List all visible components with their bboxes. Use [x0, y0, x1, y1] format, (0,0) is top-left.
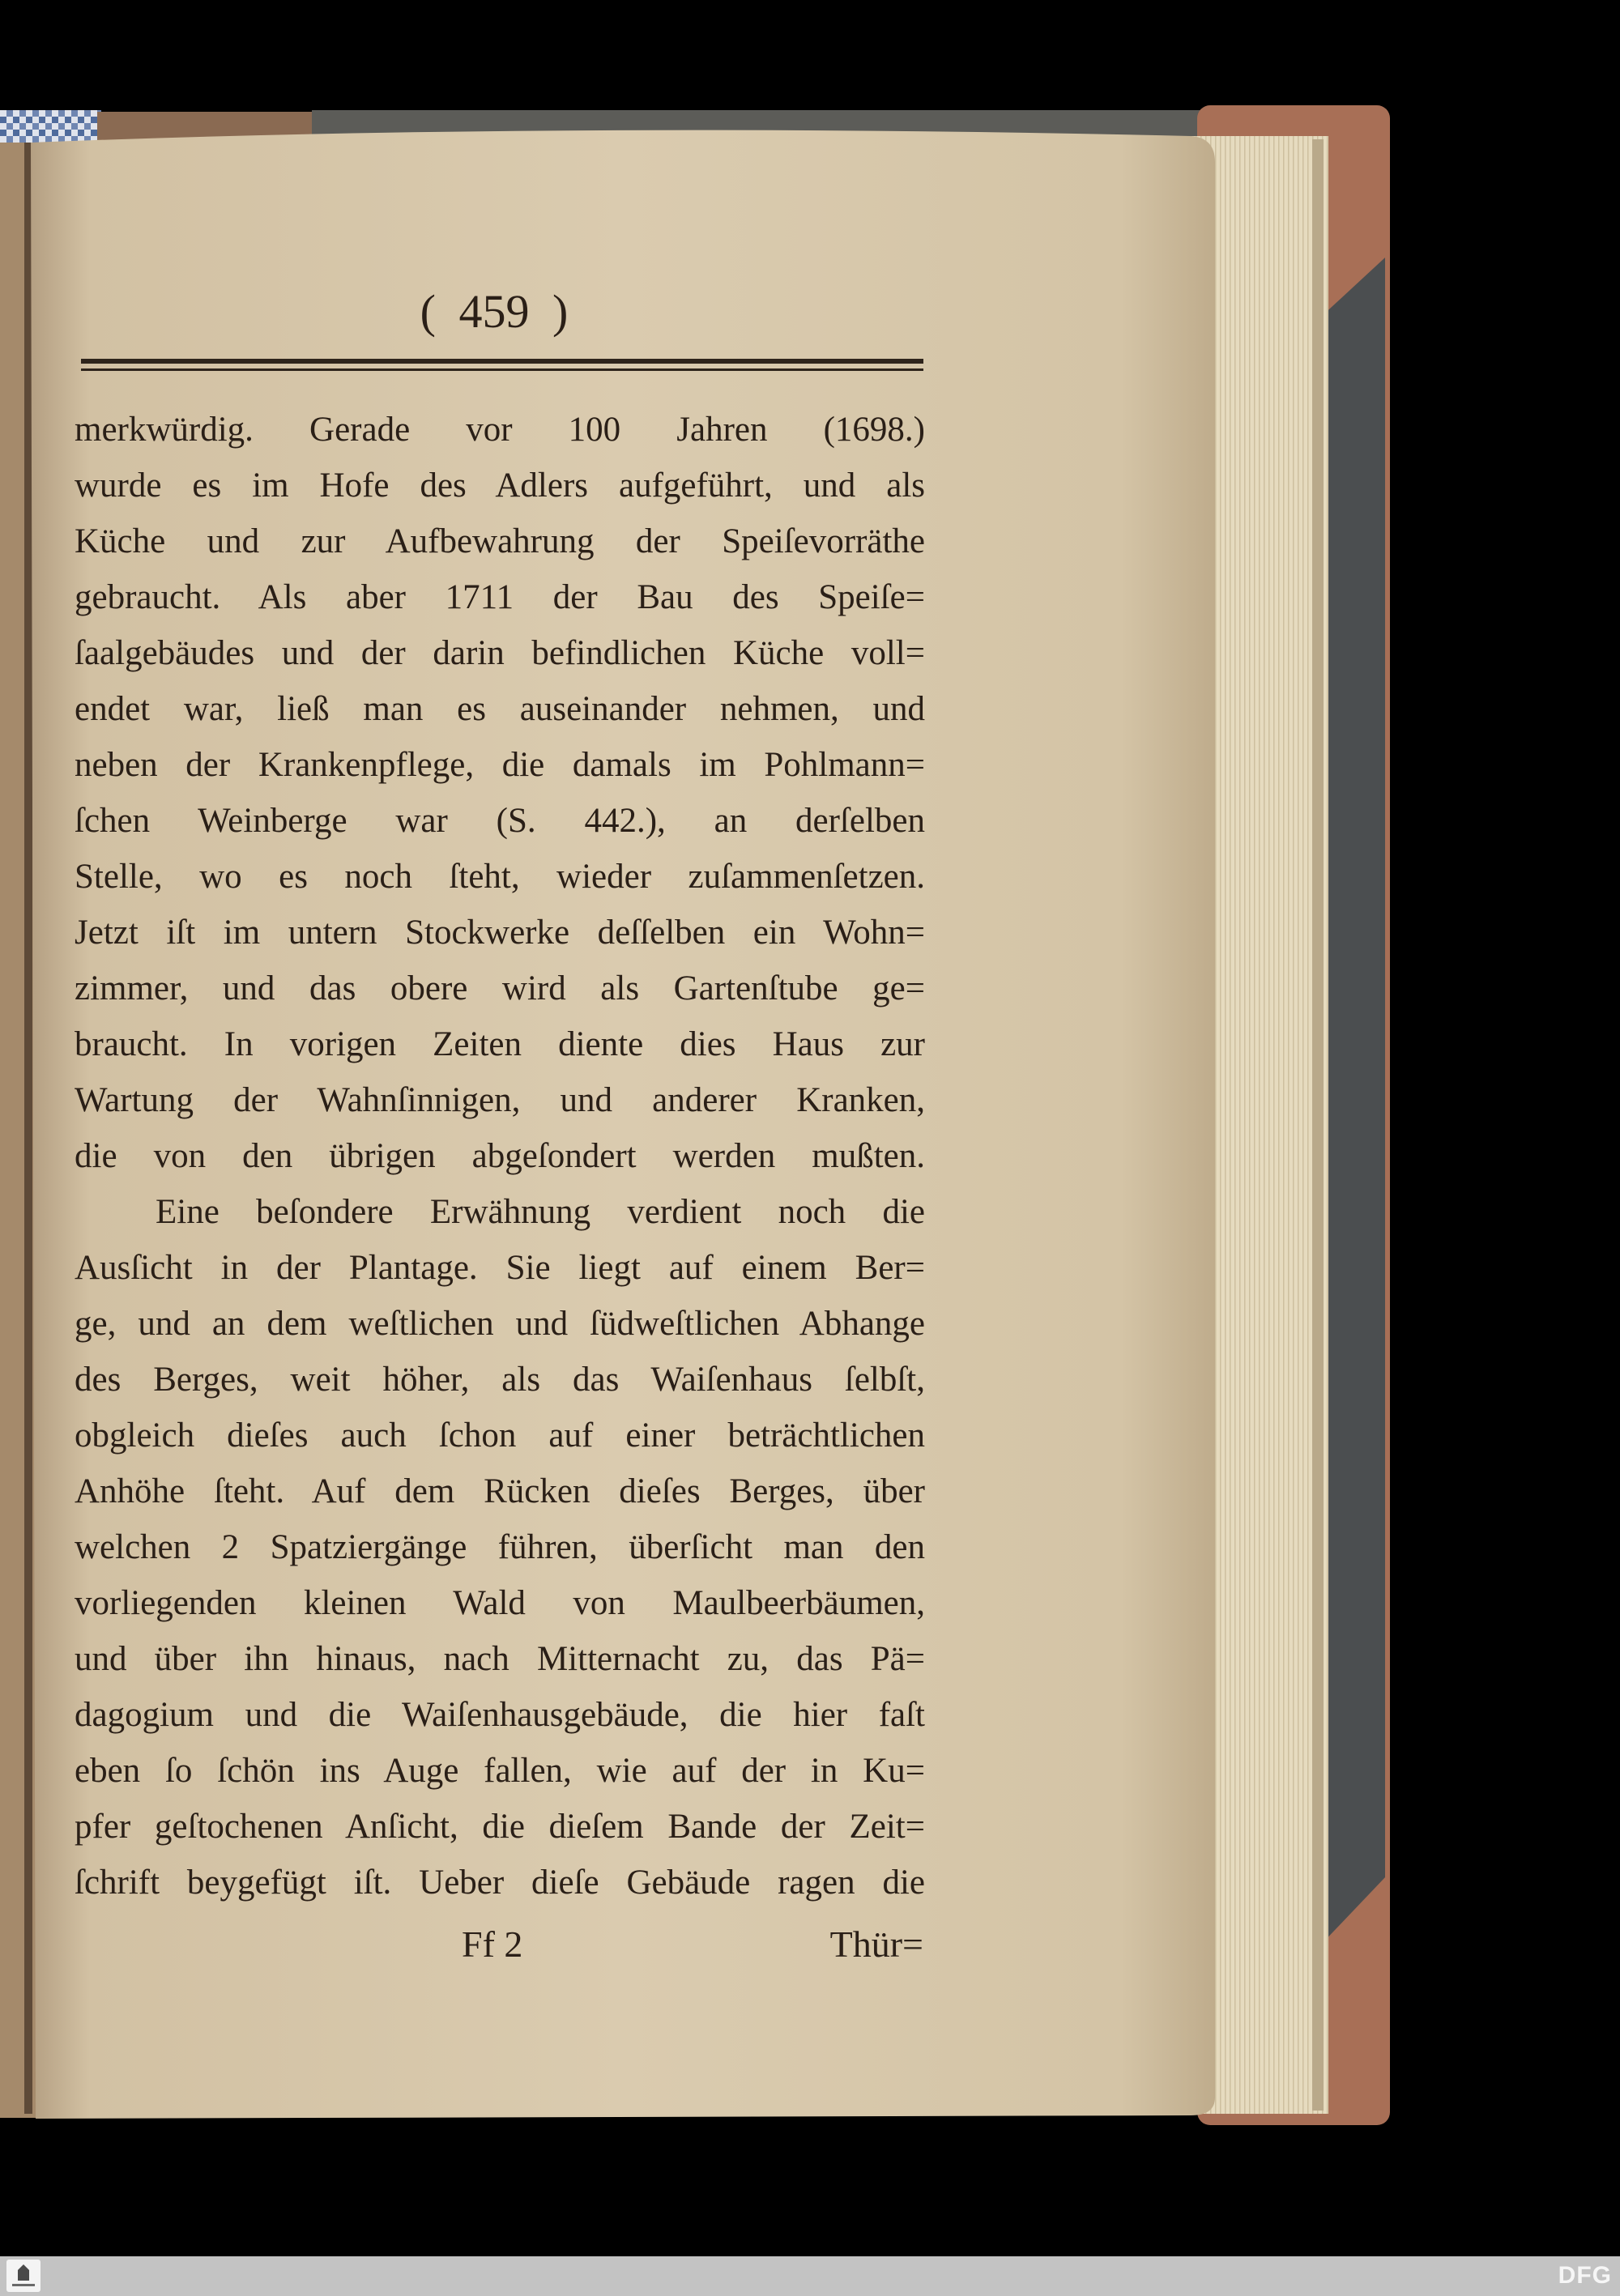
- text-line: neben der Krankenpflege, die damals im Pohlmann=: [75, 746, 925, 784]
- text-line: Stelle, wo es noch ſteht, wieder zuſammenſetzen.: [75, 858, 925, 896]
- building-icon: [18, 2264, 29, 2281]
- text-line: Küche und zur Aufbewahrung der Speiſevorräthe: [75, 522, 925, 560]
- text-line: pfer geſtochenen Anſicht, die dieſem Bande der Zeit=: [75, 1808, 925, 1846]
- signature-mark: Ff 2: [462, 1923, 523, 1965]
- text-line: zimmer, und das obere wird als Gartenſtube ge=: [75, 969, 925, 1007]
- text-line: welchen 2 Spatziergänge führen, überſicht man den: [75, 1528, 925, 1566]
- dfg-logo[interactable]: DFG: [1558, 2262, 1612, 2289]
- text-line: Jetzt iſt im untern Stockwerke deſſelben ein Wohn=: [75, 914, 925, 952]
- gutter-shadow: [24, 138, 32, 2114]
- text-line: ſchen Weinberge war (S. 442.), an derſelben: [75, 802, 925, 840]
- text-line: merkwürdig. Gerade vor 100 Jahren (1698.): [75, 411, 925, 449]
- text-line: Wartung der Wahnſinnigen, und anderer Kranken,: [75, 1081, 925, 1119]
- viewer-footer-bar: [0, 2256, 1620, 2296]
- text-line: gebraucht. Als aber 1711 der Bau des Speiſe=: [75, 578, 925, 616]
- text-line: eben ſo ſchön ins Auge fallen, wie auf der in Ku=: [75, 1752, 925, 1790]
- text-line: ge, und an dem weſtlichen und ſüdweſtlichen Abhange: [75, 1305, 925, 1343]
- header-rule-thick: [81, 359, 923, 364]
- text-line: ſaalgebäudes und der darin befindlichen Küche voll=: [75, 634, 925, 672]
- body-text: [75, 402, 925, 1910]
- text-line: wurde es im Hofe des Adlers aufgeführt, und als: [75, 466, 925, 505]
- text-line: ſchrift beygefügt iſt. Ueber dieſe Gebäude ragen die: [75, 1864, 925, 1902]
- text-line: endet war, ließ man es auseinander nehmen, und: [75, 690, 925, 728]
- text-line: vorliegenden kleinen Wald von Maulbeerbäumen,: [75, 1584, 925, 1622]
- text-line: die von den übrigen abgeſondert werden mußten.: [75, 1137, 925, 1175]
- catchword: Thür=: [829, 1923, 923, 1965]
- text-line-paragraph-start: Eine beſondere Erwähnung verdient noch die: [156, 1193, 925, 1231]
- text-line: des Berges, weit höher, als das Waiſenhaus ſelbſt,: [75, 1361, 925, 1399]
- text-line: braucht. In vorigen Zeiten diente dies Haus zur: [75, 1025, 925, 1063]
- cloth-strip: [0, 110, 101, 143]
- page-fore-edge-shadow: [1312, 139, 1324, 2111]
- text-line: obgleich dieſes auch ſchon auf einer beträchtlichen: [75, 1416, 925, 1455]
- page-number: ( 459 ): [420, 285, 569, 338]
- text-line: Ausſicht in der Plantage. Sie liegt auf einem Ber=: [75, 1249, 925, 1287]
- text-line: dagogium und die Waiſenhausgebäude, die hier faſt: [75, 1696, 925, 1734]
- logo-base-line: [12, 2284, 35, 2286]
- header-rule-thin: [81, 368, 923, 371]
- text-line: Anhöhe ſteht. Auf dem Rücken dieſes Berges, über: [75, 1472, 925, 1510]
- text-line: und über ihn hinaus, nach Mitternacht zu, das Pä=: [75, 1640, 925, 1678]
- cover-board: [1320, 258, 1385, 1945]
- library-logo-icon[interactable]: [6, 2260, 40, 2292]
